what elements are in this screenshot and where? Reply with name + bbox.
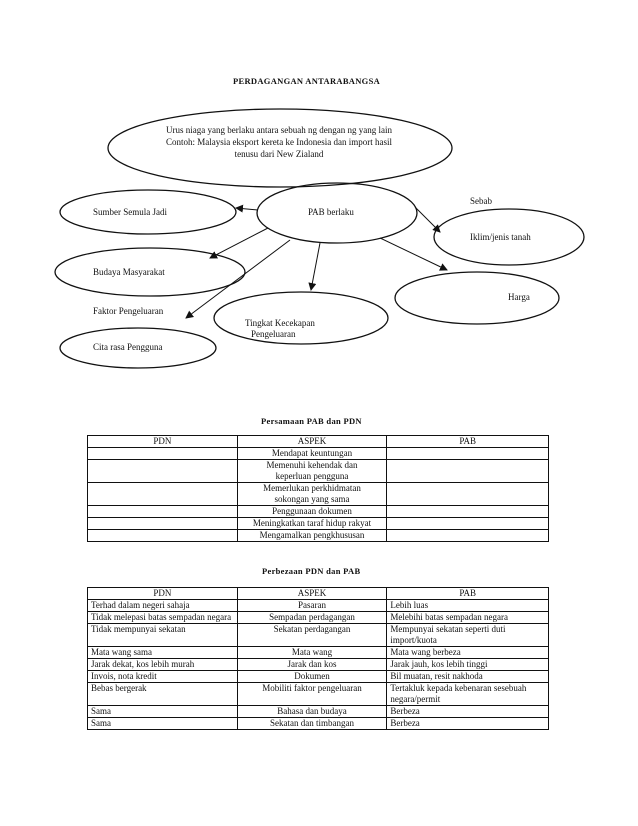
table-row <box>88 518 549 530</box>
pab-cell: Tertakluk kepada kebenaran sesebuah negara/permit <box>387 683 549 706</box>
aspek-cell: Dokumen <box>237 671 387 683</box>
aspek-cell: Sempadan perdagangan <box>237 612 387 624</box>
perbezaan-body <box>88 600 549 730</box>
pab-cell: Berbeza <box>387 718 549 730</box>
table-row <box>88 706 549 718</box>
pab-cell: Melebihi batas sempadan negara <box>387 612 549 624</box>
pab-cell: Mempunyai sekatan seperti duti import/kuota <box>387 624 549 647</box>
header-pab: PAB <box>387 436 549 448</box>
aspek-cell <box>237 460 387 483</box>
pab-cell: Mata wang berbeza <box>387 647 549 659</box>
aspek-cell: Mobiliti faktor pengeluaran <box>237 683 387 706</box>
table-row <box>88 448 549 460</box>
table-row <box>88 460 549 483</box>
pab-cell: Jarak jauh, kos lebih tinggi <box>387 659 549 671</box>
table-header-row <box>88 588 549 600</box>
definition-line-2: Contoh: Malaysia eksport kereta ke Indonesia dan import hasil <box>166 137 392 147</box>
persamaan-title: Persamaan PAB dan PDN <box>261 416 362 426</box>
pdn-cell: Jarak dekat, kos lebih murah <box>88 659 238 671</box>
pdn-cell: Sama <box>88 706 238 718</box>
header-pdn: PDN <box>88 436 238 448</box>
table-header-row <box>88 436 549 448</box>
arrow-to-tingkat <box>311 243 320 290</box>
aspek-cell: Mengamalkan pengkhususan <box>237 530 387 542</box>
page-title: PERDAGANGAN ANTARABANGSA <box>233 76 381 86</box>
table-row <box>88 600 549 612</box>
perbezaan-title: Perbezaan PDN dan PAB <box>262 566 361 576</box>
arrow-to-budaya <box>210 228 268 258</box>
table-row <box>88 659 549 671</box>
pdn-cell: Bebas bergerak <box>88 683 238 706</box>
header-pdn: PDN <box>88 588 238 600</box>
arrow-to-harga <box>380 238 447 270</box>
pdn-cell: Terhad dalam negeri sahaja <box>88 600 238 612</box>
arrow-to-sumber <box>236 208 258 210</box>
aspek-cell: Pasaran <box>237 600 387 612</box>
center-label: PAB berlaku <box>308 207 354 217</box>
table-row <box>88 647 549 659</box>
header-aspek: ASPEK <box>237 588 387 600</box>
definition-text <box>134 124 424 160</box>
aspek-line: sokongan yang sama <box>274 494 350 504</box>
aspek-cell: Mata wang <box>237 647 387 659</box>
arrow-to-iklim <box>415 207 440 232</box>
iklim-label: Iklim/jenis tanah <box>470 232 531 242</box>
mind-map <box>0 0 638 400</box>
pdn-cell: Tidak mempunyai sekatan <box>88 624 238 647</box>
citarasa-label: Cita rasa Pengguna <box>93 342 163 352</box>
table-row <box>88 506 549 518</box>
aspek-cell: Mendapat keuntungan <box>237 448 387 460</box>
budaya-label: Budaya Masyarakat <box>93 267 165 277</box>
aspek-cell: Sekatan perdagangan <box>237 624 387 647</box>
aspek-cell: Sekatan dan timbangan <box>237 718 387 730</box>
aspek-cell: Jarak dan kos <box>237 659 387 671</box>
pab-cell: Berbeza <box>387 706 549 718</box>
tingkat-label <box>245 318 315 340</box>
persamaan-table <box>87 435 549 542</box>
table-row <box>88 671 549 683</box>
aspek-cell: Bahasa dan budaya <box>237 706 387 718</box>
sebab-label: Sebab <box>470 196 492 206</box>
aspek-line: keperluan pengguna <box>275 471 349 481</box>
pdn-cell: Invois, nota kredit <box>88 671 238 683</box>
table-row <box>88 683 549 706</box>
aspek-line: Memerlukan perkhidmatan <box>263 483 361 493</box>
table-row <box>88 530 549 542</box>
table-row <box>88 483 549 506</box>
aspek-line: Memenuhi kehendak dan <box>266 460 358 470</box>
tingkat-label-line-1: Tingkat Kecekapan <box>245 318 315 328</box>
aspek-cell: Meningkatkan taraf hidup rakyat <box>237 518 387 530</box>
pdn-cell: Tidak melepasi batas sempadan negara <box>88 612 238 624</box>
definition-line-1: Urus niaga yang berlaku antara sebuah ng dengan ng yang lain <box>166 125 392 135</box>
aspek-cell: Penggunaan dokumen <box>237 506 387 518</box>
pab-cell: Bil muatan, resit nakhoda <box>387 671 549 683</box>
harga-ellipse <box>395 272 559 324</box>
definition-line-3: tenusu dari New Zialand <box>234 149 324 159</box>
faktor-label: Faktor Pengeluaran <box>93 306 164 316</box>
pdn-cell: Sama <box>88 718 238 730</box>
sumber-label: Sumber Semula Jadi <box>93 207 167 217</box>
table-row <box>88 718 549 730</box>
header-aspek: ASPEK <box>237 436 387 448</box>
pdn-cell: Mata wang sama <box>88 647 238 659</box>
perbezaan-table <box>87 587 549 730</box>
aspek-cell <box>237 483 387 506</box>
harga-label: Harga <box>508 292 530 302</box>
tingkat-label-line-2: Pengeluaran <box>251 329 296 339</box>
header-pab: PAB <box>387 588 549 600</box>
table-row <box>88 624 549 647</box>
pab-cell: Lebih luas <box>387 600 549 612</box>
table-row <box>88 612 549 624</box>
